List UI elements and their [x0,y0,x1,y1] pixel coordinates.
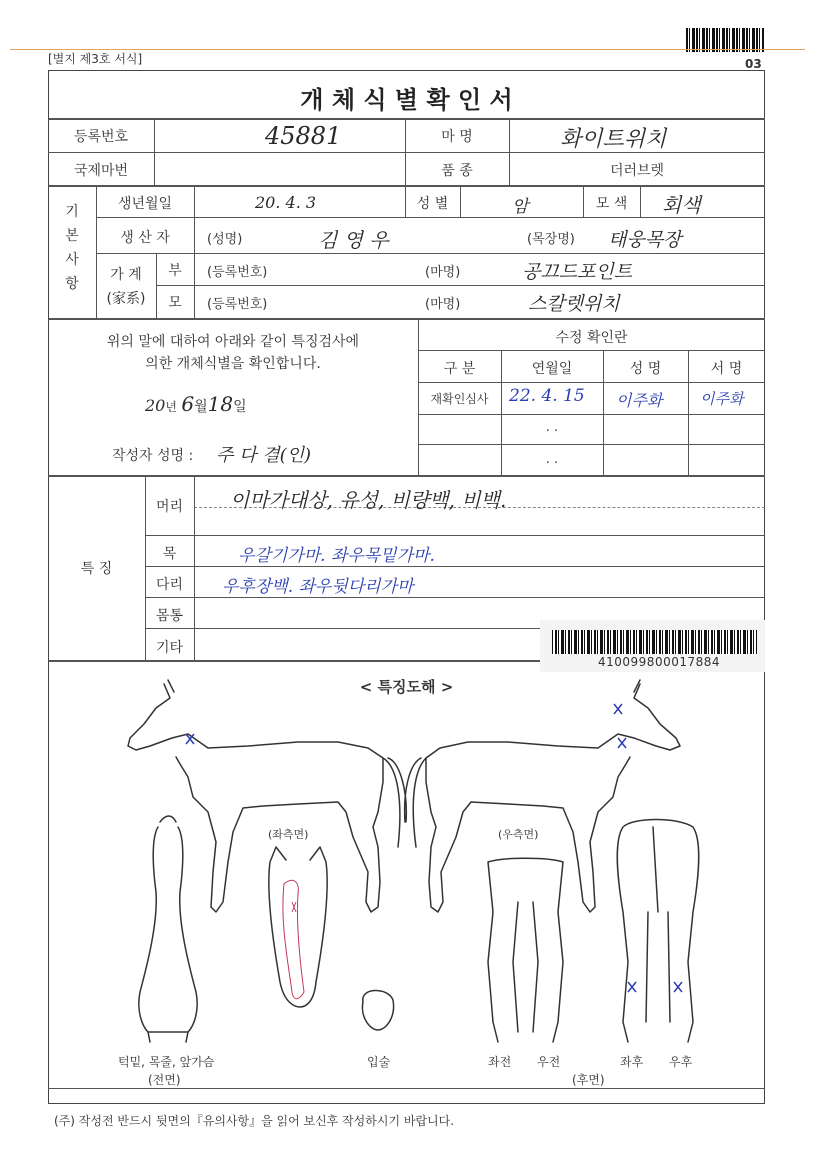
dam-name-label: (마명) [425,297,461,312]
revision-title: 수정 확인란 [555,330,628,346]
writer-label: 작성자 성명 : [112,448,194,464]
basic-char-2: 본 [65,228,79,244]
horse-name-value: 화이트위치 [560,127,667,152]
revision-row2-date: . . [545,420,559,435]
producer-name-value: 김 영 우 [318,228,389,252]
breed-label: 품 종 [441,163,473,179]
dam-reg-label: (등록번호) [207,297,268,312]
feature-head-label: 머리 [155,499,184,515]
form-label: [별지 제3호 서식] [48,52,143,66]
diagram-rear-label: (후면) [572,1073,605,1087]
head-marking-outline [283,880,304,998]
date-day-value: 18 [207,392,234,416]
reg-no-value: 45881 [265,122,342,150]
horse-diagram [48,662,765,1088]
horse-left-side-figure [128,680,406,912]
feature-neck-label: 목 [162,546,177,562]
reg-no-label: 등록번호 [73,129,129,145]
sire-name-value: 공끄드포인트 [522,261,633,283]
barcode-bars [552,630,757,654]
color-value: 회색 [662,193,701,217]
horse-rear-figure [617,820,699,1043]
basic-char-1: 기 [65,204,79,220]
horse-right-side-figure [405,680,680,912]
horse-front-legs-figure [488,858,563,1042]
date-year-label: 년 [165,400,177,414]
date-prefix: 20 [145,396,166,415]
revision-row1-date: 22. 4. 15 [509,386,585,406]
breed-value: 더러브렛 [609,163,665,179]
revision-row3-date: . . [545,452,559,467]
revision-col-name: 성 명 [629,361,662,377]
horse-front-figure [139,816,197,1042]
diagram-lips-label: 입술 [367,1055,391,1069]
dam-label: 모 [168,295,182,311]
sire-label: 부 [168,263,182,279]
diagram-rear-right-leg: 우후 [669,1055,693,1069]
diagram-title: < 특징도해 > [359,678,454,696]
farm-value: 태웅목장 [608,229,682,251]
revision-row1-type: 재확인심사 [430,392,489,406]
revision-row1-sign: 이주화 [700,390,744,408]
feature-marks [186,704,682,992]
diagram-front-label: (전면) [148,1073,181,1087]
diagram-front-right-leg: 우전 [537,1055,561,1069]
confirm-date [145,392,247,416]
writer-value: 주 다 결(인) [216,445,312,466]
sire-reg-label: (등록번호) [207,265,268,280]
diagram-left-side-label: (좌측면) [268,828,309,841]
horse-lips-figure [362,990,393,1030]
diagram-rear-left-leg: 좌후 [620,1055,644,1069]
statement-line-2: 의한 개체식별을 확인합니다. [145,356,321,372]
revision-col-date: 연월일 [531,361,573,377]
date-month-label: 월 [194,399,208,415]
diagram-front-caption: 턱밑, 목줄, 앞가슴 [118,1055,215,1069]
diagram-front-left-leg: 좌전 [488,1055,512,1069]
feature-etc-label: 기타 [155,640,184,656]
pedigree-hanja: (家系) [106,291,146,307]
birth-label: 생년월일 [117,196,173,212]
revision-row1-name: 이주화 [616,391,663,410]
feature-neck-value: 우갈기가마. 좌우목밑가마. [238,546,435,566]
page-number: 03 [745,57,762,71]
horse-name-label: 마 명 [441,129,473,145]
page-title: 개 체 식 별 확 인 서 [300,86,513,114]
date-day-label: 일 [233,399,247,415]
feature-legs-value: 우후장백. 좌우뒷다리가마 [222,577,414,597]
pedigree-label: 가 계 [110,267,142,283]
producer-name-label: (성명) [207,232,243,247]
barcode-number: 410099800017884 [598,655,721,669]
farm-label: (목장명) [527,232,575,247]
revision-col-sign: 서 명 [710,361,743,377]
basic-section-label [48,200,96,296]
intl-no-label: 국제마번 [73,163,129,179]
date-month-value: 6 [181,392,195,416]
statement-line-1: 위의 말에 대하여 아래와 같이 특징검사에 [106,334,360,350]
feature-legs-label: 다리 [155,577,184,593]
sex-value: 암 [512,197,529,217]
footer-note: (주) 작성전 반드시 뒷면의『유의사항』을 읽어 보신후 작성하시기 바랍니다. [54,1114,455,1128]
diagram-right-side-label: (우측면) [498,828,539,841]
feature-body-label: 몸통 [155,608,184,624]
basic-char-4: 항 [65,276,79,292]
feature-head-value: 이마가대상, 유성, 비량백, 비백. [230,488,507,512]
birth-value: 20. 4. 3 [255,193,317,212]
features-section-label: 특 징 [80,561,113,577]
sex-label: 성 별 [416,196,449,212]
revision-col-type: 구 분 [443,361,476,377]
producer-label: 생 산 자 [120,230,170,246]
basic-char-3: 사 [65,252,79,268]
color-label: 모 색 [595,196,628,212]
sire-name-label: (마명) [425,265,461,280]
dam-name-value: 스칼렛위치 [528,293,620,315]
